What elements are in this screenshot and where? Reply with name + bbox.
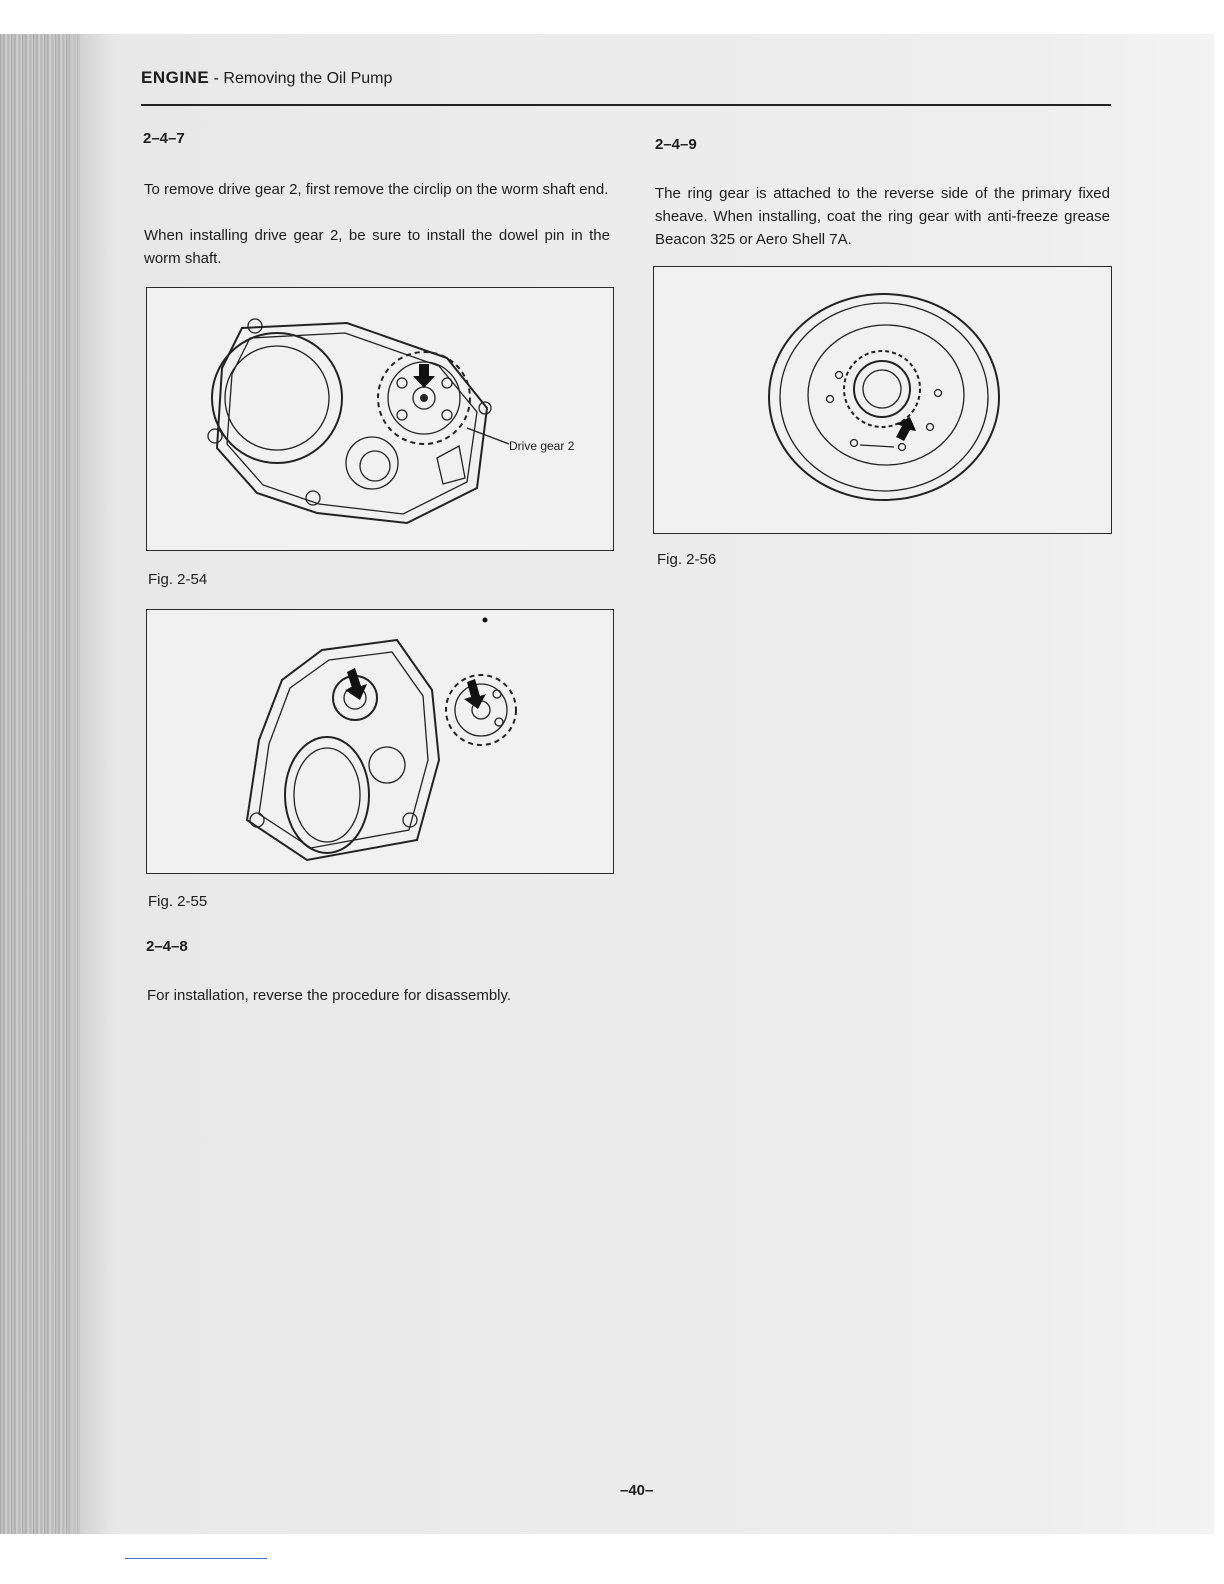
section-number-2-4-9: 2–4–9 [655,136,697,153]
section-number-2-4-8: 2–4–8 [146,938,188,955]
binding-shadow [70,34,110,1534]
figure-2-56-caption: Fig. 2-56 [657,551,717,568]
header-rule [141,104,1111,106]
figure-2-55-caption: Fig. 2-55 [148,893,208,910]
header-section: ENGINE [141,68,210,87]
figure-2-54-caption: Fig. 2-54 [148,571,208,588]
bottom-edge-line [125,1558,267,1559]
section-2-4-7-text-1: To remove drive gear 2, first remove the circlip on the worm shaft end. [144,181,609,198]
oil-pump-cover-and-gear-illustration [147,610,613,873]
figure-2-54 [146,287,614,551]
section-2-4-9-text: The ring gear is attached to the reverse side of the primary fixed sheave. When installing, coat the ring gear with anti-freeze grease Beacon 325 or Aero Shell 7A. [655,185,1110,248]
figure-2-55 [146,609,614,874]
section-2-4-7-text-2: When installing drive gear 2, be sure to install the dowel pin in the worm shaft. [144,227,610,267]
page-number: –40– [620,1482,654,1499]
callout-drive-gear-2: Drive gear 2 [509,439,575,453]
page-header [141,68,392,88]
oil-pump-drive-gear-illustration [147,288,613,550]
book-binding-edge [0,34,80,1534]
primary-fixed-sheave-ring-gear-illustration [654,267,1111,533]
figure-2-56 [653,266,1112,534]
header-title: - Removing the Oil Pump [213,70,393,87]
section-2-4-8-text: For installation, reverse the procedure for disassembly. [147,987,512,1004]
section-number-2-4-7: 2–4–7 [143,130,185,147]
